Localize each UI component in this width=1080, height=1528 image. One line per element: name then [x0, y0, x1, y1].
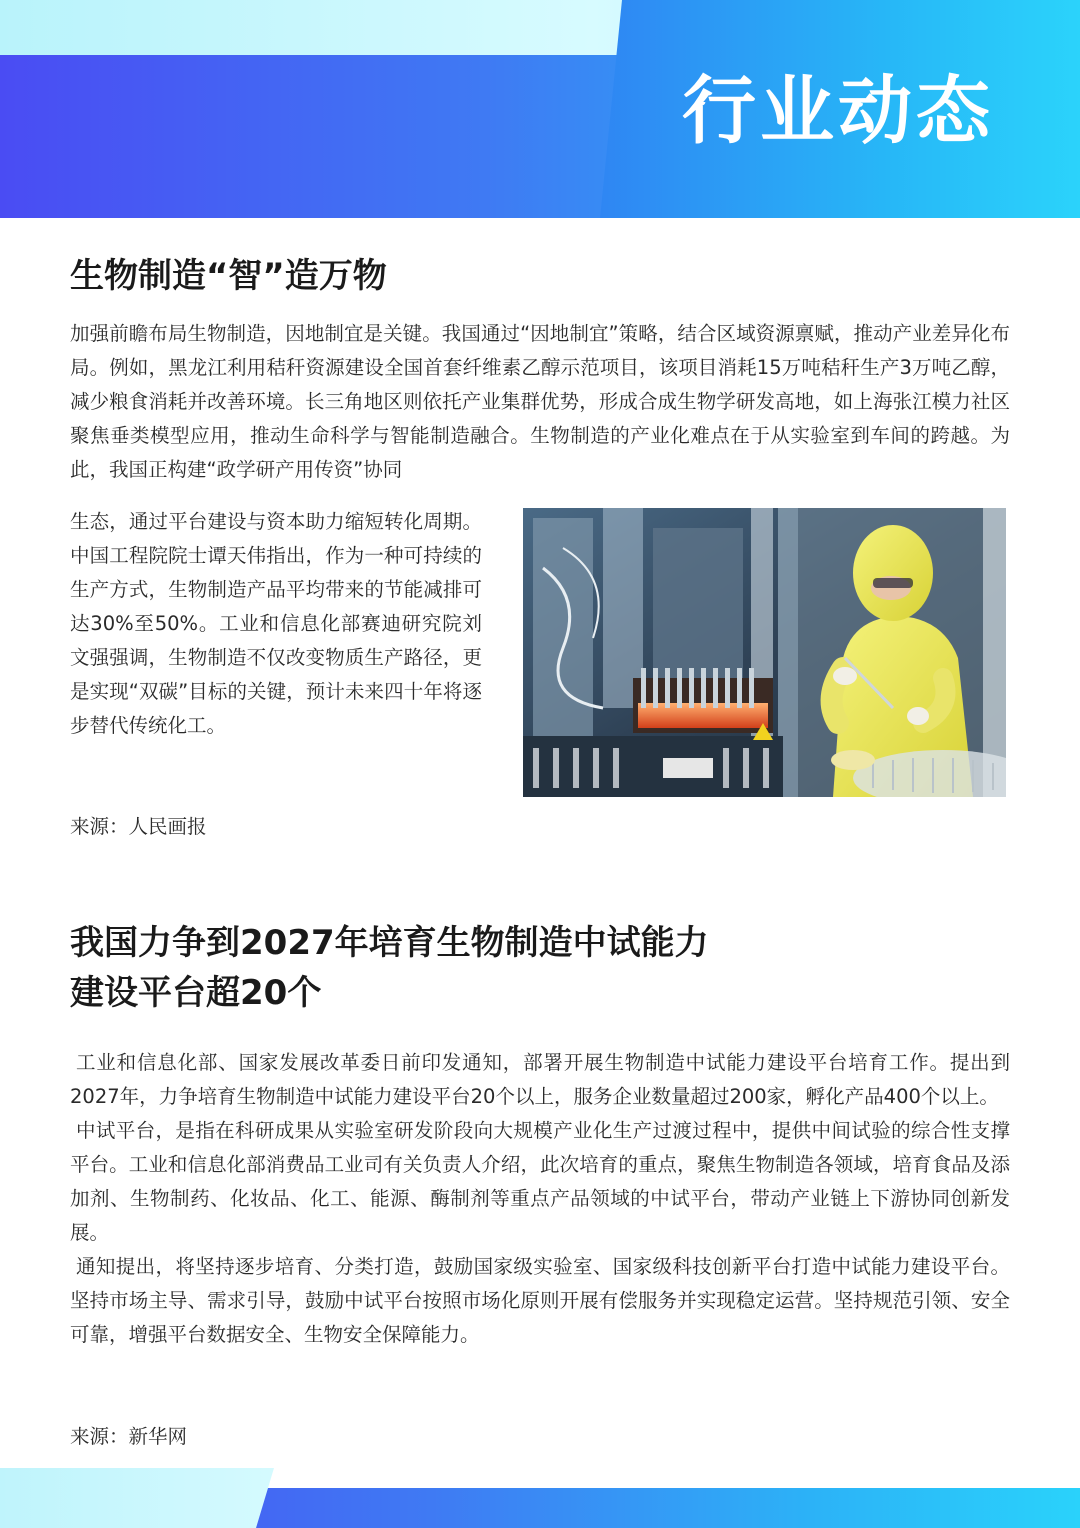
- article1-title: 生物制造“智”造万物: [70, 256, 387, 296]
- article2-paragraph: 工业和信息化部、国家发展改革委日前印发通知，部署开展生物制造中试能力建设平台培育工作。提出到2027年，力争培育生物制造中试能力建设平台20个以上，服务企业数量超过200家，孵化产品400个以上。: [70, 1051, 1010, 1108]
- article2-paragraph: 中试平台，是指在科研成果从实验室研发阶段向大规模产业化生产过渡过程中，提供中间试验的综合性支撑平台。工业和信息化部消费品工业司有关负责人介绍，此次培育的重点，聚焦生物制造各领域，培育食品及添加剂、生物制药、化妆品、化工、能源、酶制剂等重点产品领域的中试平台，带动产业链上下游协同创新发展。: [70, 1119, 1010, 1244]
- article2-title-line1: 我国力争到2027年培育生物制造中试能力: [70, 923, 709, 963]
- lab-photo: [523, 508, 1006, 797]
- article1-paragraph-top: 加强前瞻布局生物制造，因地制宜是关键。我国通过“因地制宜”策略，结合区域资源禀赋，推动产业差异化布局。例如，黑龙江利用秸秆资源建设全国首套纤维素乙醇示范项目，该项目消耗15万吨秸秆生产3万吨乙醇，减少粮食消耗并改善环境。长三角地区则依托产业集群优势，形成合成生物学研发高地，如上海张江模力社区聚焦垂类模型应用，推动生命科学与智能制造融合。生物制造的产业化难点在于从实验室到车间的跨越。为此，我国正构建“政学研产用传资”协同: [70, 322, 1010, 481]
- page-title: 行业动态: [682, 68, 994, 154]
- article1-source: 来源：人民画报: [70, 815, 207, 838]
- lab-photo-illustration: [523, 508, 1006, 797]
- article2-source: 来源：新华网: [70, 1425, 188, 1448]
- article2-body: [70, 1046, 1010, 1352]
- article2-paragraph: 通知提出，将坚持逐步培育、分类打造，鼓励国家级实验室、国家级科技创新平台打造中试能力建设平台。坚持市场主导、需求引导，鼓励中试平台按照市场化原则开展有偿服务并实现稳定运营。坚持规范引领、安全可靠，增强平台数据安全、生物安全保障能力。: [70, 1255, 1010, 1346]
- header-banner: [0, 0, 1080, 218]
- article2-title-line2: 建设平台超20个: [70, 973, 322, 1013]
- article2-title: [70, 918, 970, 1018]
- footer-banner: [0, 1468, 1080, 1528]
- article1-paragraph-side: 生态，通过平台建设与资本助力缩短转化周期。中国工程院院士谭天伟指出，作为一种可持续的生产方式，生物制造产品平均带来的节能减排可达30%至50%。工业和信息化部赛迪研究院刘文强强调，生物制造不仅改变物质生产路径，更是实现“双碳”目标的关键，预计未来四十年将逐步替代传统化工。: [70, 510, 482, 737]
